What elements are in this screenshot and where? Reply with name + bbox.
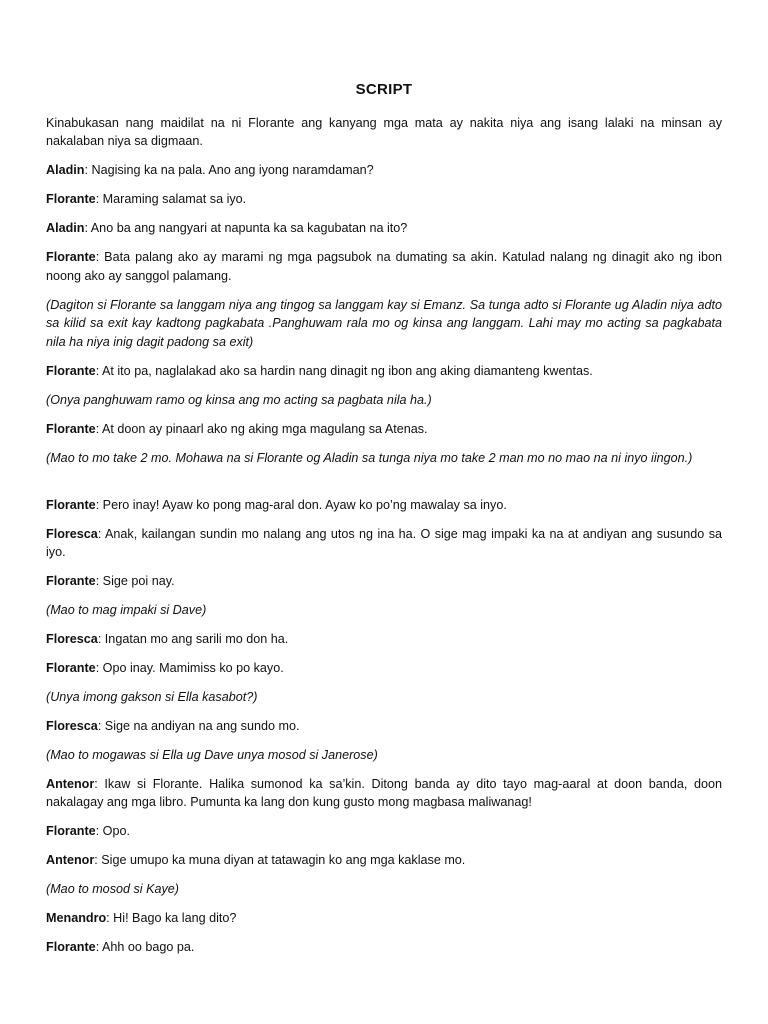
speaker-name: Florante [46, 940, 96, 955]
speaker-name: Floresca [46, 632, 98, 647]
stage-direction: (Onya panghuwam ramo og kinsa ang mo acting sa pagbata nila ha.) [46, 392, 432, 407]
dialogue-line [46, 219, 722, 237]
stage-direction: (Unya imong gakson si Ella kasabot?) [46, 690, 258, 705]
dialogue-line [46, 659, 722, 677]
dialogue-text: : At ito pa, naglalakad ako sa hardin nang dinagit ng ibon ang aking diamanteng kwentas. [95, 363, 593, 378]
dialogue-text: : Ikaw si Florante. Halika sumonod ka sa’kin. Ditong banda ay dito tayo mag-aaral at doon banda, doon nakalagay ang mga libro. Pumunta ka lang don kung gusto mong magbasa maliwanag! [46, 777, 722, 810]
dialogue-text: : Ingatan mo ang sarili mo don ha. [97, 632, 289, 647]
dialogue-line [46, 938, 722, 956]
dialogue-text: : Pero inay! Ayaw ko pong mag-aral don. Ayaw ko po’ng mawalay sa inyo. [95, 497, 507, 512]
speaker-name: Florante [46, 250, 96, 265]
script-body [46, 114, 722, 967]
speaker-name: Antenor [46, 777, 95, 792]
dialogue-text: : Opo. [95, 824, 130, 839]
dialogue-text: : Sige umupo ka muna diyan at tatawagin ko ang mga kaklase mo. [94, 853, 466, 868]
dialogue-line [46, 496, 722, 514]
dialogue-line [46, 190, 722, 208]
dialogue-text: : Sige poi nay. [95, 574, 175, 589]
speaker-name: Florante [46, 497, 96, 512]
speaker-name: Florante [46, 192, 96, 207]
speaker-name: Florante [46, 421, 96, 436]
intro-paragraph: Kinabukasan nang maidilat na ni Florante ang kanyang mga mata ay nakita niya ang isang lalaki na minsan ay nakalaban niya sa digmaan. [46, 116, 722, 149]
stage-direction: (Dagiton si Florante sa langgam niya ang tingog sa langgam kay si Emanz. Sa tunga adto si Florante ug Aladin niya adto sa kilid sa exit kay kadtong pagkabata .Panghuwam rala mo og kinsa ang langgam. Lahi may mo acting sa pagkabata nila ha niya inig dagit padong sa exit) [46, 297, 722, 349]
speaker-name: Florante [46, 363, 96, 378]
dialogue-line [46, 775, 722, 812]
dialogue-text: : Bata palang ako ay marami ng mga pagsubok na dumating sa akin. Katulad nalang ng dinagit ako ng ibon noong ako ay sanggol palamang. [46, 250, 722, 283]
speaker-name: Florante [46, 824, 96, 839]
stage-direction: (Mao to mag impaki si Dave) [46, 603, 207, 618]
dialogue-text: : At doon ay pinaarl ako ng aking mga magulang sa Atenas. [95, 421, 428, 436]
dialogue-line [46, 161, 722, 179]
dialogue-line [46, 822, 722, 840]
stage-direction: (Mao to mo take 2 mo. Mohawa na si Florante og Aladin sa tunga niya mo take 2 man mo no mao na ni inyo iingon.) [46, 450, 693, 465]
dialogue-text: : Opo inay. Mamimiss ko po kayo. [95, 661, 284, 676]
dialogue-line [46, 362, 722, 380]
document-title: SCRIPT [355, 81, 413, 98]
dialogue-text: : Ahh oo bago pa. [95, 940, 195, 955]
speaker-name: Antenor [46, 853, 95, 868]
stage-direction: (Mao to mogawas si Ella ug Dave unya mosod si Janerose) [46, 748, 378, 763]
dialogue-line [46, 248, 722, 285]
speaker-name: Floresca [46, 526, 98, 541]
dialogue-text: : Sige na andiyan na ang sundo mo. [97, 719, 300, 734]
dialogue-line [46, 851, 722, 869]
speaker-name: Floresca [46, 719, 98, 734]
dialogue-line [46, 420, 722, 438]
speaker-name: Aladin [46, 221, 85, 236]
dialogue-line [46, 909, 722, 927]
dialogue-text: : Maraming salamat sa iyo. [95, 192, 247, 207]
dialogue-text: : Hi! Bago ka lang dito? [106, 911, 237, 926]
dialogue-text: : Anak, kailangan sundin mo nalang ang utos ng ina ha. O sige mag impaki ka na at andiyan ang susundo sa iyo. [46, 526, 722, 560]
speaker-name: Menandro [46, 911, 107, 926]
dialogue-line [46, 717, 722, 735]
dialogue-line [46, 572, 722, 590]
speaker-name: Florante [46, 661, 96, 676]
stage-direction: (Mao to mosod si Kaye) [46, 882, 179, 897]
dialogue-text: : Nagising ka na pala. Ano ang iyong naramdaman? [84, 163, 374, 178]
dialogue-line [46, 630, 722, 648]
dialogue-text: : Ano ba ang nangyari at napunta ka sa kagubatan na ito? [84, 221, 408, 236]
speaker-name: Florante [46, 574, 96, 589]
section-spacer [46, 478, 722, 496]
dialogue-line [46, 525, 722, 562]
speaker-name: Aladin [46, 163, 85, 178]
